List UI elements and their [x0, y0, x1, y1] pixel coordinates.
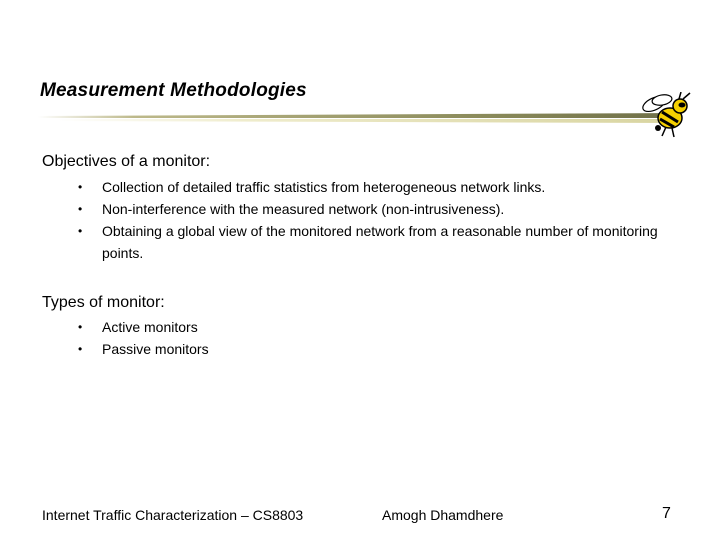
bullet-text: Obtaining a global view of the monitored network from a reasonable number of monitoring points. [102, 223, 658, 261]
title-underline [38, 110, 678, 126]
bullet-text: Passive monitors [102, 341, 209, 357]
list-item [78, 220, 668, 264]
list-item [78, 316, 668, 338]
footer-author: Amogh Dhamdhere [382, 507, 504, 523]
bullet-text: Collection of detailed traffic statistics from heterogeneous network links. [102, 179, 546, 195]
page-number: 7 [662, 505, 671, 522]
types-list [78, 316, 668, 360]
bullet-dot: • [78, 180, 83, 194]
section-heading-objectives: Objectives of a monitor: [42, 153, 211, 170]
bullet-dot: • [78, 224, 83, 238]
slide-title: Measurement Methodologies [40, 80, 307, 101]
section-heading-types: Types of monitor: [42, 294, 165, 311]
footer-course: Internet Traffic Characterization – CS8803 [42, 507, 304, 523]
bullet-dot: • [78, 202, 83, 216]
bullet-dot: • [78, 342, 83, 356]
objectives-list [78, 176, 668, 264]
list-item [78, 338, 668, 360]
yellow-jacket-bee-icon [640, 92, 692, 138]
bullet-dot: • [78, 320, 83, 334]
bullet-text: Non-interference with the measured network (non-intrusiveness). [102, 201, 505, 217]
bullet-text: Active monitors [102, 319, 198, 335]
list-item [78, 176, 668, 198]
list-item [78, 198, 668, 220]
